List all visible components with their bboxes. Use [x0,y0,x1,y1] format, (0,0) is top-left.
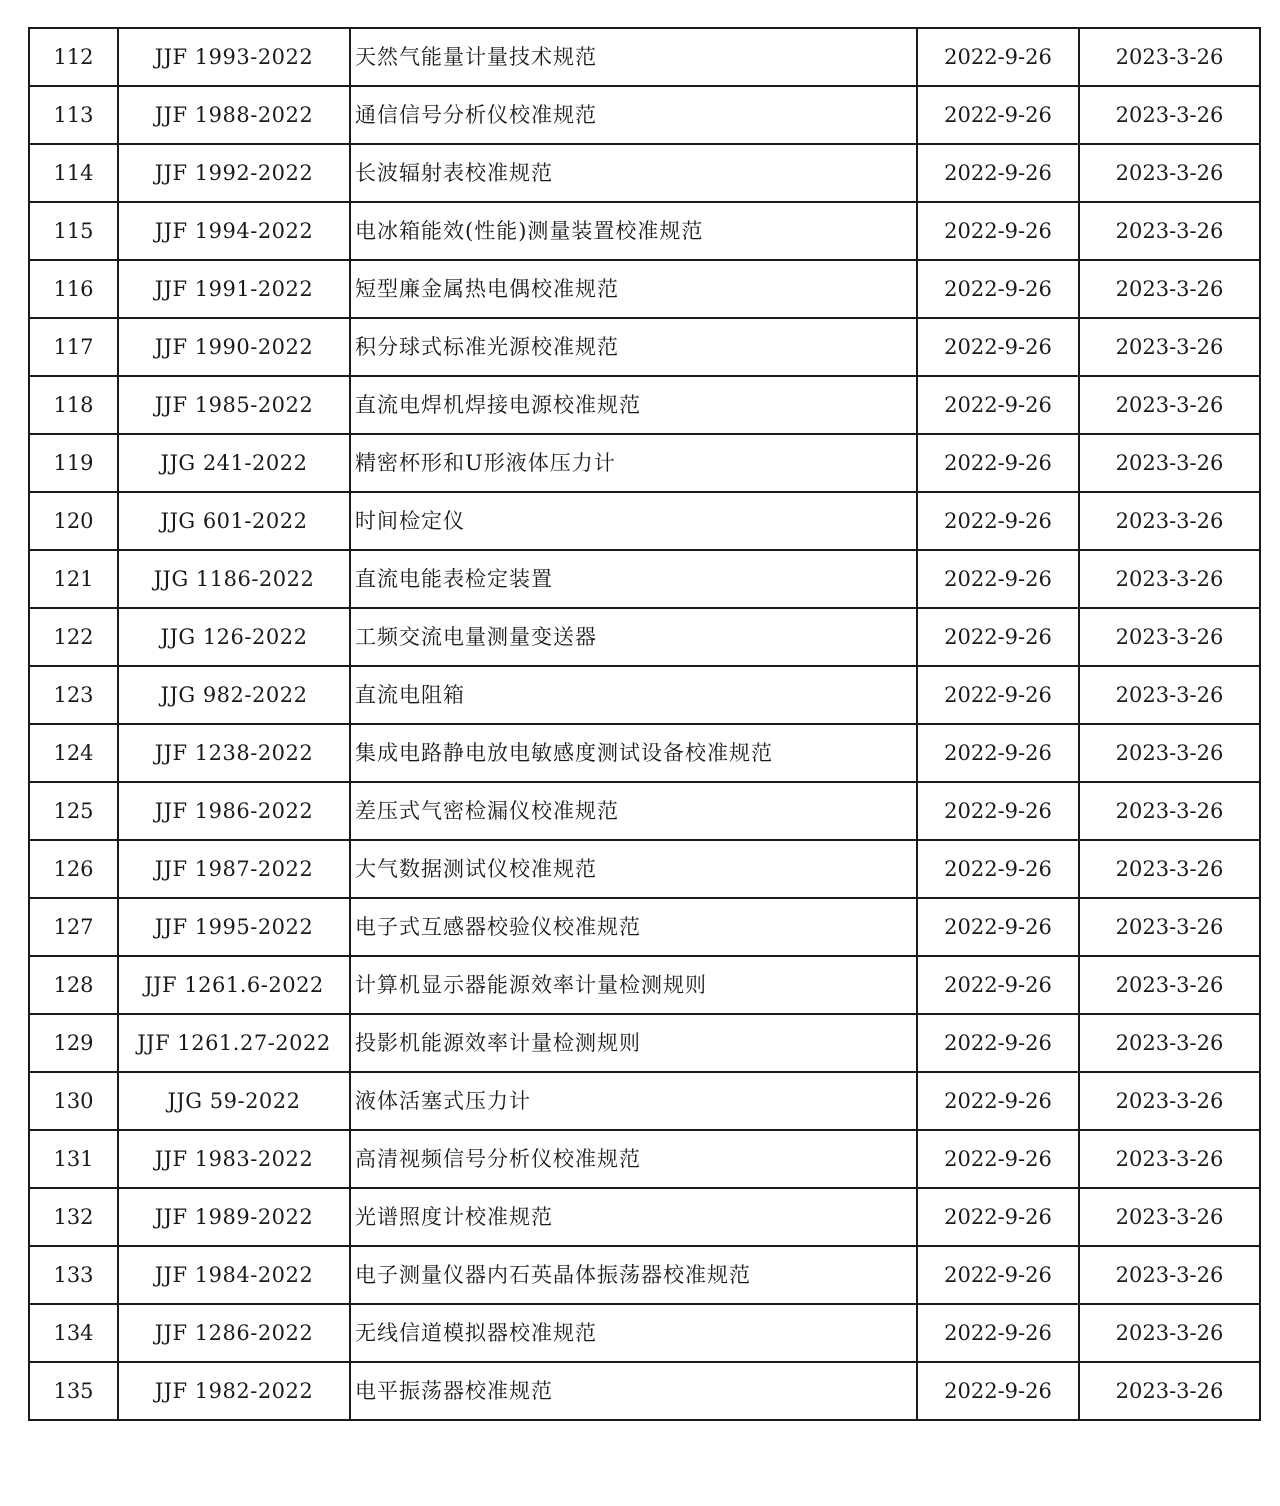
standard-name: 电平振荡器校准规范 [350,1362,917,1420]
standard-name: 投影机能源效率计量检测规则 [350,1014,917,1072]
row-number: 121 [29,550,118,608]
effective-date: 2023-3-26 [1079,840,1260,898]
row-number: 129 [29,1014,118,1072]
row-number: 114 [29,144,118,202]
standard-code: JJF 1988-2022 [118,86,350,144]
standard-name: 液体活塞式压力计 [350,1072,917,1130]
standard-name: 短型廉金属热电偶校准规范 [350,260,917,318]
standard-code: JJF 1991-2022 [118,260,350,318]
standard-name: 积分球式标准光源校准规范 [350,318,917,376]
standard-name: 电子测量仪器内石英晶体振荡器校准规范 [350,1246,917,1304]
row-number: 127 [29,898,118,956]
table-row [29,318,1260,376]
effective-date: 2023-3-26 [1079,724,1260,782]
effective-date: 2023-3-26 [1079,1246,1260,1304]
standard-name: 直流电阻箱 [350,666,917,724]
row-number: 115 [29,202,118,260]
row-number: 123 [29,666,118,724]
effective-date: 2023-3-26 [1079,782,1260,840]
row-number: 134 [29,1304,118,1362]
publish-date: 2022-9-26 [917,318,1079,376]
standard-name: 无线信道模拟器校准规范 [350,1304,917,1362]
standard-code: JJF 1983-2022 [118,1130,350,1188]
row-number: 125 [29,782,118,840]
row-number: 133 [29,1246,118,1304]
table-row [29,144,1260,202]
standard-code: JJG 241-2022 [118,434,350,492]
standard-code: JJF 1984-2022 [118,1246,350,1304]
standard-name: 天然气能量计量技术规范 [350,28,917,86]
standard-code: JJF 1989-2022 [118,1188,350,1246]
standard-name: 集成电路静电放电敏感度测试设备校准规范 [350,724,917,782]
standards-table [28,27,1261,1421]
publish-date: 2022-9-26 [917,202,1079,260]
row-number: 117 [29,318,118,376]
row-number: 112 [29,28,118,86]
standard-name: 通信信号分析仪校准规范 [350,86,917,144]
standard-name: 精密杯形和U形液体压力计 [350,434,917,492]
publish-date: 2022-9-26 [917,724,1079,782]
table-row [29,1014,1260,1072]
standard-name: 电子式互感器校验仪校准规范 [350,898,917,956]
publish-date: 2022-9-26 [917,1014,1079,1072]
publish-date: 2022-9-26 [917,1362,1079,1420]
effective-date: 2023-3-26 [1079,1130,1260,1188]
standard-name: 长波辐射表校准规范 [350,144,917,202]
row-number: 118 [29,376,118,434]
publish-date: 2022-9-26 [917,376,1079,434]
table-row [29,956,1260,1014]
row-number: 132 [29,1188,118,1246]
row-number: 124 [29,724,118,782]
table-row [29,1304,1260,1362]
table-row [29,840,1260,898]
effective-date: 2023-3-26 [1079,28,1260,86]
effective-date: 2023-3-26 [1079,1362,1260,1420]
table-row [29,1246,1260,1304]
standard-name: 光谱照度计校准规范 [350,1188,917,1246]
standard-name: 时间检定仪 [350,492,917,550]
table-row [29,1130,1260,1188]
row-number: 128 [29,956,118,1014]
publish-date: 2022-9-26 [917,1130,1079,1188]
effective-date: 2023-3-26 [1079,898,1260,956]
publish-date: 2022-9-26 [917,608,1079,666]
table-row [29,608,1260,666]
publish-date: 2022-9-26 [917,144,1079,202]
standard-code: JJF 1238-2022 [118,724,350,782]
table-row [29,202,1260,260]
table-row [29,376,1260,434]
standard-name: 电冰箱能效(性能)测量装置校准规范 [350,202,917,260]
row-number: 116 [29,260,118,318]
standard-code: JJG 601-2022 [118,492,350,550]
effective-date: 2023-3-26 [1079,956,1260,1014]
publish-date: 2022-9-26 [917,28,1079,86]
standard-code: JJF 1261.6-2022 [118,956,350,1014]
standard-code: JJF 1985-2022 [118,376,350,434]
standard-code: JJF 1261.27-2022 [118,1014,350,1072]
publish-date: 2022-9-26 [917,550,1079,608]
effective-date: 2023-3-26 [1079,434,1260,492]
standard-name: 大气数据测试仪校准规范 [350,840,917,898]
standard-code: JJF 1994-2022 [118,202,350,260]
table-row [29,550,1260,608]
table-row [29,724,1260,782]
standard-name: 工频交流电量测量变送器 [350,608,917,666]
standard-code: JJG 1186-2022 [118,550,350,608]
table-row [29,1188,1260,1246]
table-row [29,492,1260,550]
table-row [29,260,1260,318]
standard-name: 直流电焊机焊接电源校准规范 [350,376,917,434]
publish-date: 2022-9-26 [917,666,1079,724]
row-number: 130 [29,1072,118,1130]
effective-date: 2023-3-26 [1079,550,1260,608]
publish-date: 2022-9-26 [917,956,1079,1014]
standard-code: JJG 59-2022 [118,1072,350,1130]
effective-date: 2023-3-26 [1079,1014,1260,1072]
table-row [29,1072,1260,1130]
publish-date: 2022-9-26 [917,492,1079,550]
effective-date: 2023-3-26 [1079,260,1260,318]
publish-date: 2022-9-26 [917,1072,1079,1130]
standard-code: JJF 1992-2022 [118,144,350,202]
standard-name: 计算机显示器能源效率计量检测规则 [350,956,917,1014]
publish-date: 2022-9-26 [917,1188,1079,1246]
effective-date: 2023-3-26 [1079,492,1260,550]
standard-code: JJF 1995-2022 [118,898,350,956]
table-row [29,898,1260,956]
table-row [29,1362,1260,1420]
standard-code: JJG 126-2022 [118,608,350,666]
table-row [29,28,1260,86]
publish-date: 2022-9-26 [917,898,1079,956]
publish-date: 2022-9-26 [917,86,1079,144]
table-row [29,666,1260,724]
standard-code: JJF 1982-2022 [118,1362,350,1420]
publish-date: 2022-9-26 [917,434,1079,492]
standard-name: 差压式气密检漏仪校准规范 [350,782,917,840]
effective-date: 2023-3-26 [1079,1072,1260,1130]
standard-name: 高清视频信号分析仪校准规范 [350,1130,917,1188]
row-number: 131 [29,1130,118,1188]
effective-date: 2023-3-26 [1079,86,1260,144]
standard-name: 直流电能表检定装置 [350,550,917,608]
publish-date: 2022-9-26 [917,1246,1079,1304]
standard-code: JJF 1286-2022 [118,1304,350,1362]
effective-date: 2023-3-26 [1079,608,1260,666]
publish-date: 2022-9-26 [917,260,1079,318]
table-row [29,782,1260,840]
row-number: 119 [29,434,118,492]
table-row [29,86,1260,144]
standard-code: JJF 1987-2022 [118,840,350,898]
standard-code: JJF 1993-2022 [118,28,350,86]
standard-code: JJF 1986-2022 [118,782,350,840]
effective-date: 2023-3-26 [1079,376,1260,434]
publish-date: 2022-9-26 [917,840,1079,898]
publish-date: 2022-9-26 [917,1304,1079,1362]
effective-date: 2023-3-26 [1079,144,1260,202]
effective-date: 2023-3-26 [1079,666,1260,724]
effective-date: 2023-3-26 [1079,202,1260,260]
standard-code: JJF 1990-2022 [118,318,350,376]
row-number: 126 [29,840,118,898]
row-number: 120 [29,492,118,550]
row-number: 122 [29,608,118,666]
table-row [29,434,1260,492]
effective-date: 2023-3-26 [1079,1304,1260,1362]
row-number: 113 [29,86,118,144]
standard-code: JJG 982-2022 [118,666,350,724]
row-number: 135 [29,1362,118,1420]
effective-date: 2023-3-26 [1079,318,1260,376]
publish-date: 2022-9-26 [917,782,1079,840]
effective-date: 2023-3-26 [1079,1188,1260,1246]
